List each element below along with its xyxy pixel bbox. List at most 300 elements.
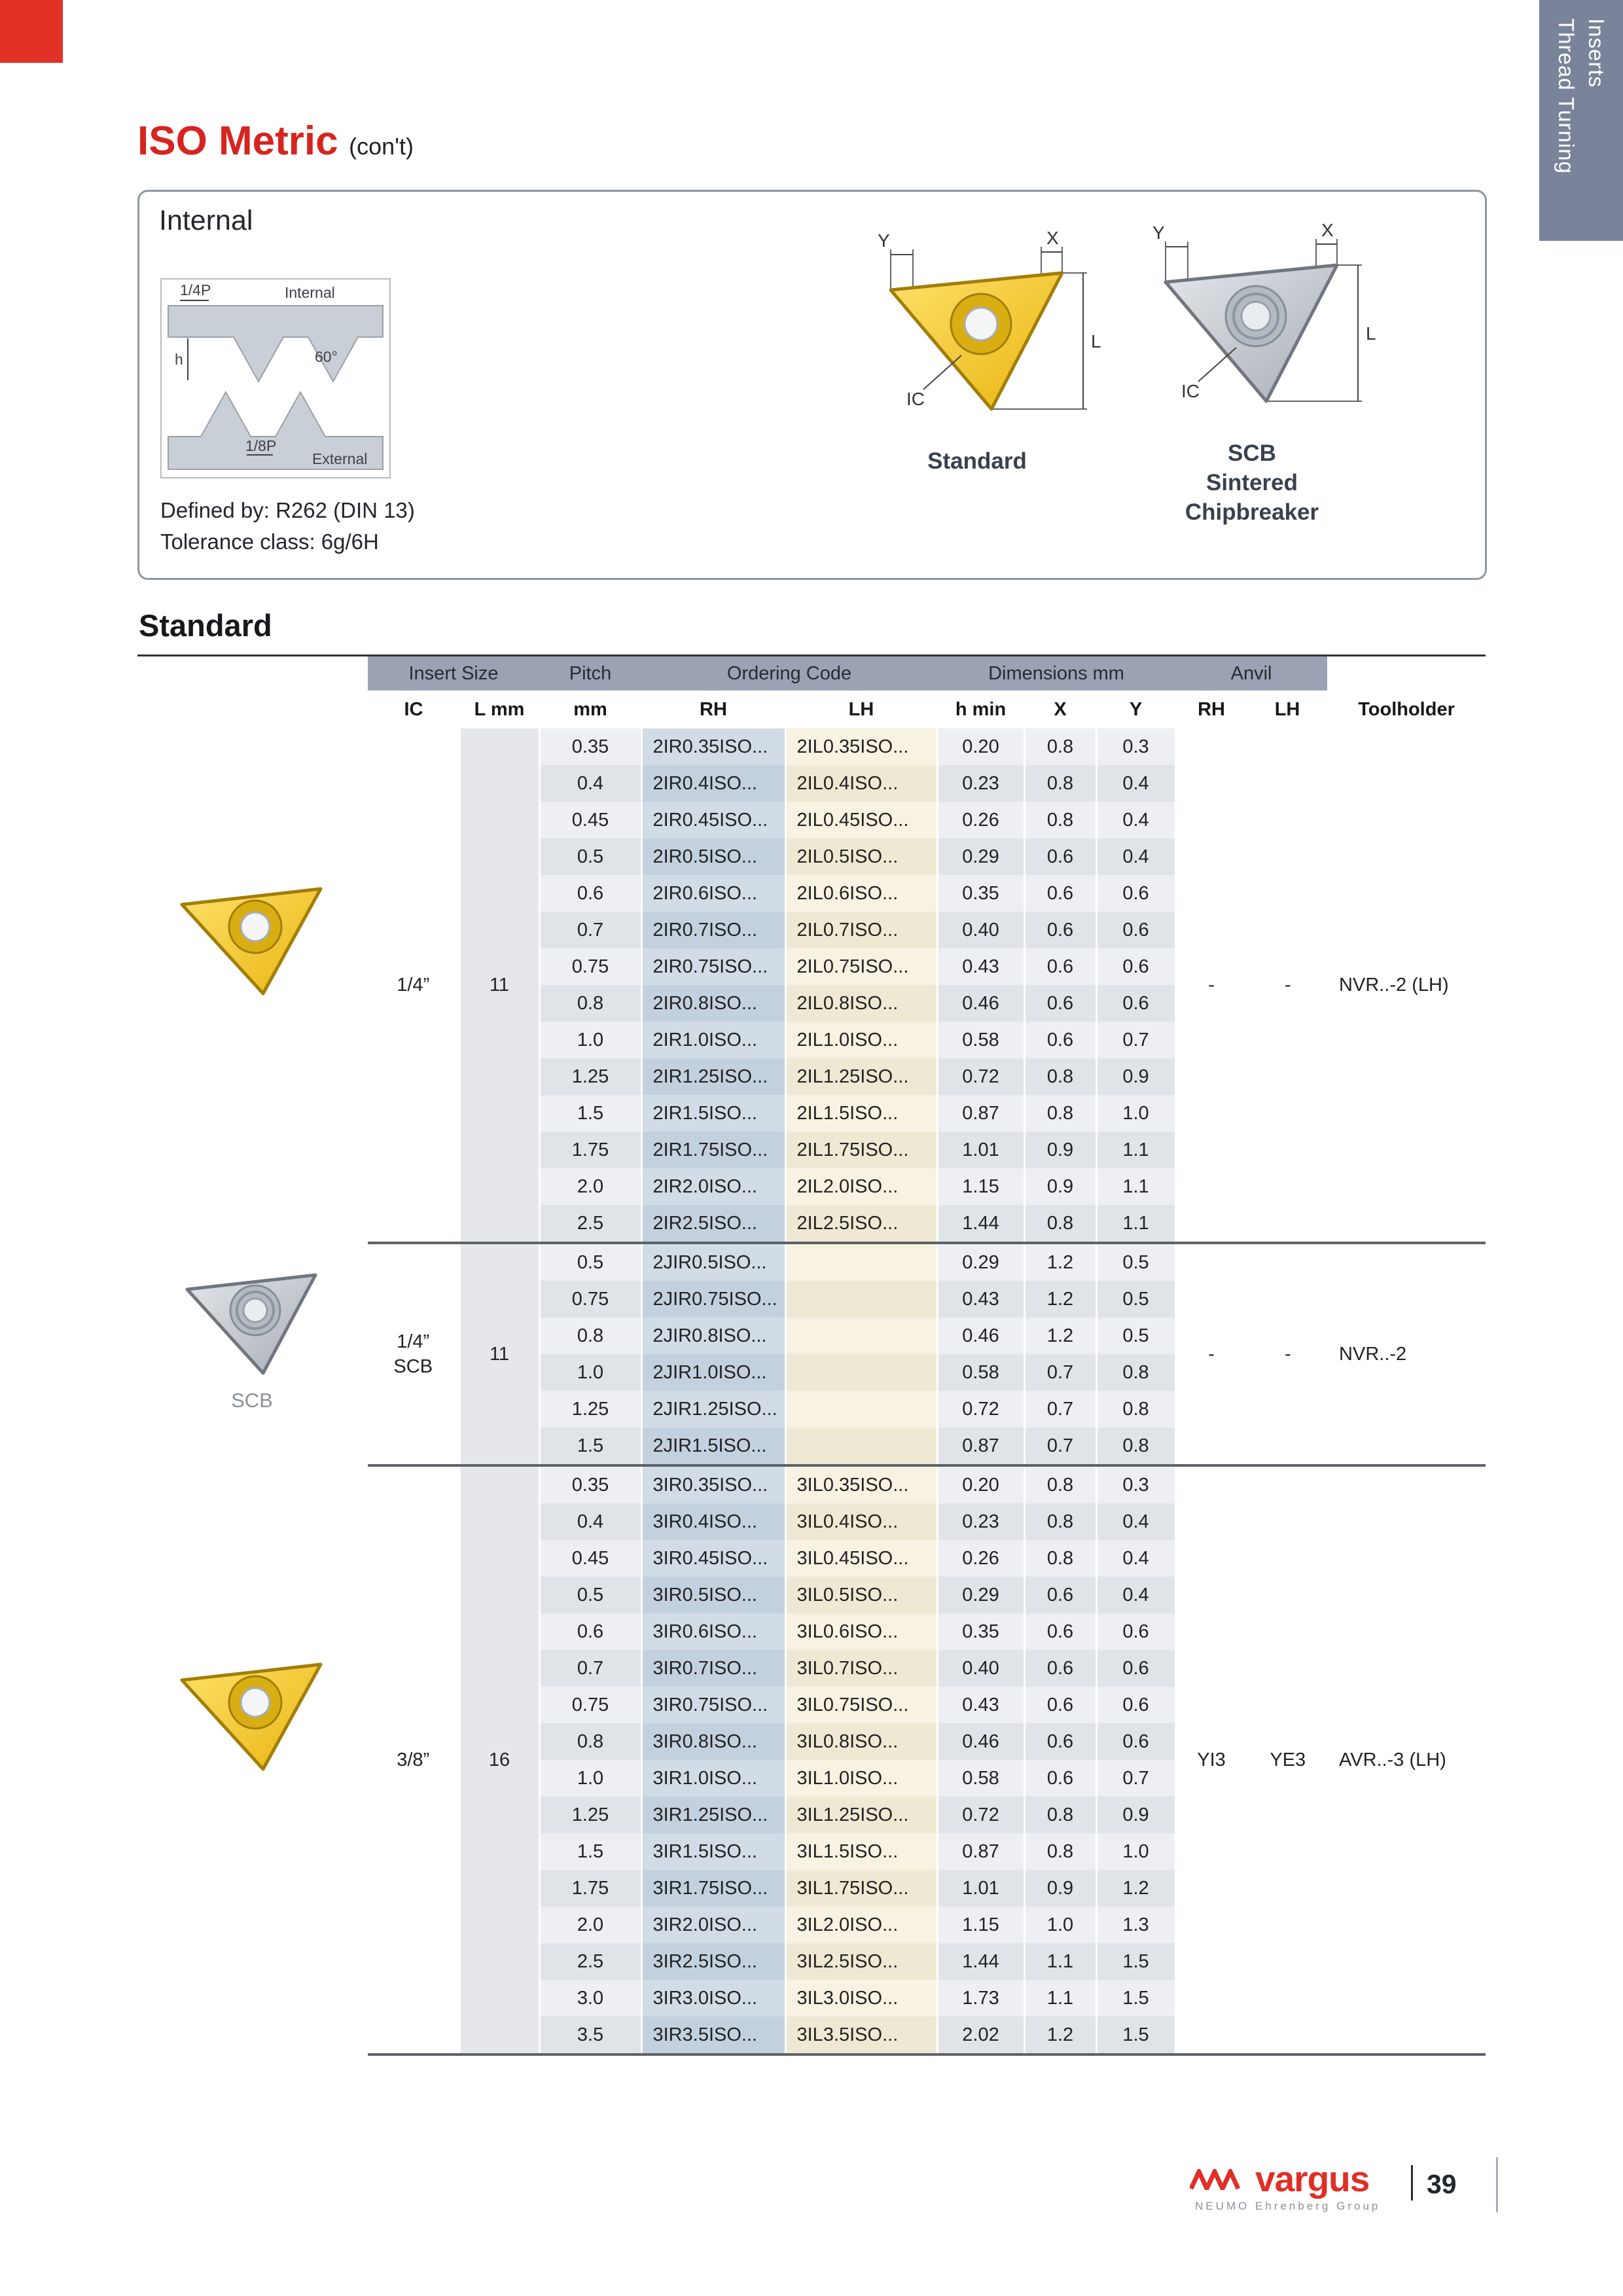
group-header bbox=[1327, 656, 1486, 691]
h-min-cell: 0.87 bbox=[937, 1427, 1024, 1464]
col-header: Y bbox=[1096, 691, 1175, 728]
ic-cell bbox=[368, 728, 459, 1242]
y-dim-cell: 1.2 bbox=[1096, 1870, 1175, 1907]
x-dim-cell: 0.6 bbox=[1024, 948, 1096, 985]
pitch-cell: 2.5 bbox=[539, 1205, 641, 1242]
pitch-cell: 1.75 bbox=[539, 1132, 641, 1168]
section-tab-line1: Thread Turning bbox=[1554, 18, 1578, 174]
pitch-cell: 3.5 bbox=[539, 2017, 641, 2053]
ordering-code-rh-cell: 3IR0.45ISO... bbox=[641, 1540, 785, 1577]
x-dim-cell: 0.7 bbox=[1024, 1427, 1096, 1464]
ordering-code-rh-cell: 2JIR1.5ISO... bbox=[641, 1427, 785, 1464]
insert-hole bbox=[965, 308, 997, 340]
anvil-lh-cell: - bbox=[1247, 1244, 1327, 1464]
y-dim-cell: 1.1 bbox=[1096, 1205, 1175, 1242]
ordering-code-lh-cell bbox=[785, 1427, 937, 1464]
group-header: Dimensions mm bbox=[937, 656, 1175, 691]
dim-label-x: X bbox=[1046, 228, 1059, 248]
col-header: h min bbox=[937, 691, 1024, 728]
ordering-code-lh-cell: 2IL2.0ISO... bbox=[785, 1168, 937, 1205]
group-header: Insert Size bbox=[368, 656, 539, 691]
x-dim-cell: 0.8 bbox=[1024, 1797, 1096, 1833]
ic-cell bbox=[368, 1244, 459, 1464]
ordering-code-lh-cell: 3IL1.5ISO... bbox=[785, 1833, 937, 1870]
table-bottom-rule bbox=[368, 2053, 1486, 2056]
ordering-code-rh-cell: 3IR0.35ISO... bbox=[641, 1467, 785, 1503]
ordering-code-rh-cell: 2IR0.4ISO... bbox=[641, 765, 785, 802]
brand-row bbox=[1190, 2161, 1406, 2197]
h-min-cell: 0.43 bbox=[937, 948, 1024, 985]
anvil-rh-cell: - bbox=[1175, 1244, 1247, 1464]
col-header: IC bbox=[368, 691, 459, 728]
tolerance-text: Tolerance class: 6g/6H bbox=[160, 529, 379, 554]
y-dim-cell: 0.5 bbox=[1096, 1244, 1175, 1281]
h-min-cell: 1.44 bbox=[937, 1205, 1024, 1242]
h-min-cell: 0.23 bbox=[937, 1503, 1024, 1540]
x-dim-cell: 0.9 bbox=[1024, 1132, 1096, 1168]
ordering-code-rh-cell: 2IR0.75ISO... bbox=[641, 948, 785, 985]
anvil-rh-cell: YI3 bbox=[1175, 1467, 1247, 2053]
ordering-code-rh-cell: 2IR0.8ISO... bbox=[641, 985, 785, 1022]
ordering-code-rh-cell: 3IR0.75ISO... bbox=[641, 1687, 785, 1723]
h-min-cell: 0.43 bbox=[937, 1687, 1024, 1723]
ordering-code-lh-cell: 2IL0.8ISO... bbox=[785, 985, 937, 1022]
ordering-code-lh-cell bbox=[785, 1318, 937, 1354]
dim-label-l: L bbox=[1091, 331, 1101, 351]
y-dim-cell: 0.4 bbox=[1096, 765, 1175, 802]
ordering-code-lh-cell: 2IL1.25ISO... bbox=[785, 1058, 937, 1095]
table-row bbox=[368, 728, 1486, 765]
x-dim-cell: 1.1 bbox=[1024, 1943, 1096, 1980]
pitch-cell: 1.0 bbox=[539, 1354, 641, 1391]
x-dim-cell: 1.2 bbox=[1024, 1244, 1096, 1281]
ic-value: 1/4” bbox=[397, 1331, 430, 1352]
h-min-cell: 0.72 bbox=[937, 1797, 1024, 1833]
page-title-main: ISO Metric bbox=[137, 118, 338, 164]
ordering-code-lh-cell: 3IL0.75ISO... bbox=[785, 1687, 937, 1723]
x-dim-cell: 0.8 bbox=[1024, 1540, 1096, 1577]
ic-value: 1/4” bbox=[397, 975, 430, 996]
pitch-cell: 0.7 bbox=[539, 912, 641, 948]
ordering-code-rh-cell: 3IR2.5ISO... bbox=[641, 1943, 785, 1980]
brand-subtitle: NEUMO Ehrenberg Group bbox=[1195, 2200, 1381, 2212]
h-min-cell: 0.26 bbox=[937, 802, 1024, 838]
ordering-code-lh-cell: 2IL0.7ISO... bbox=[785, 912, 937, 948]
internal-heading: Internal bbox=[159, 205, 253, 236]
h-min-cell: 2.02 bbox=[937, 2017, 1024, 2053]
insert-hole bbox=[1241, 302, 1270, 331]
insert-hole bbox=[241, 1688, 270, 1717]
standard-insert-drawing bbox=[846, 227, 1108, 443]
scb-insert-figure bbox=[1121, 219, 1383, 527]
y-dim-cell: 0.6 bbox=[1096, 875, 1175, 912]
ordering-code-rh-cell: 3IR0.5ISO... bbox=[641, 1577, 785, 1613]
dim-label-y: Y bbox=[878, 230, 890, 251]
pitch-cell: 0.8 bbox=[539, 985, 641, 1022]
brand-corner-mark bbox=[0, 0, 63, 63]
scb-insert-drawing bbox=[1121, 219, 1383, 435]
ordering-code-rh-cell: 3IR1.75ISO... bbox=[641, 1870, 785, 1907]
y-dim-cell: 0.7 bbox=[1096, 1022, 1175, 1058]
ordering-code-lh-cell: 2IL2.5ISO... bbox=[785, 1205, 937, 1242]
y-dim-cell: 0.6 bbox=[1096, 1687, 1175, 1723]
h-min-cell: 0.26 bbox=[937, 1540, 1024, 1577]
pitch-cell: 0.5 bbox=[539, 1577, 641, 1613]
group-header: Pitch bbox=[539, 656, 641, 691]
ordering-code-rh-cell: 2JIR1.0ISO... bbox=[641, 1354, 785, 1391]
y-dim-cell: 0.6 bbox=[1096, 948, 1175, 985]
brand-name: vargus bbox=[1255, 2159, 1370, 2199]
y-dim-cell: 0.8 bbox=[1096, 1391, 1175, 1427]
x-dim-cell: 0.6 bbox=[1024, 1760, 1096, 1797]
y-dim-cell: 1.5 bbox=[1096, 1980, 1175, 2017]
vargus-zigzag-icon bbox=[1190, 2169, 1253, 2190]
y-dim-cell: 0.7 bbox=[1096, 1760, 1175, 1797]
y-dim-cell: 0.9 bbox=[1096, 1797, 1175, 1833]
col-header-row bbox=[368, 691, 1486, 728]
ordering-code-lh-cell: 3IL0.7ISO... bbox=[785, 1650, 937, 1687]
h-min-cell: 1.44 bbox=[937, 1943, 1024, 1980]
pitch-cell: 1.25 bbox=[539, 1797, 641, 1833]
ordering-code-rh-cell: 3IR3.5ISO... bbox=[641, 2017, 785, 2053]
h-min-cell: 0.40 bbox=[937, 1650, 1024, 1687]
h-min-cell: 0.29 bbox=[937, 838, 1024, 875]
x-dim-cell: 0.8 bbox=[1024, 1205, 1096, 1242]
anvil-lh-cell: YE3 bbox=[1247, 1467, 1327, 2053]
anvil-rh-cell: - bbox=[1175, 728, 1247, 1242]
pitch-cell: 0.75 bbox=[539, 948, 641, 985]
x-dim-cell: 0.7 bbox=[1024, 1391, 1096, 1427]
y-dim-cell: 0.5 bbox=[1096, 1281, 1175, 1318]
ordering-code-lh-cell: 3IL0.5ISO... bbox=[785, 1577, 937, 1613]
dim-label-ic: IC bbox=[906, 389, 925, 409]
ordering-code-rh-cell: 3IR0.7ISO... bbox=[641, 1650, 785, 1687]
ordering-code-rh-cell: 2IR1.5ISO... bbox=[641, 1095, 785, 1132]
h-min-cell: 0.40 bbox=[937, 912, 1024, 948]
quarter-p-label: 1/4P bbox=[180, 281, 211, 298]
ordering-code-rh-cell: 2IR0.7ISO... bbox=[641, 912, 785, 948]
col-header: X bbox=[1024, 691, 1096, 728]
dim-label-y: Y bbox=[1152, 223, 1165, 243]
standard-section-heading: Standard bbox=[139, 608, 272, 643]
h-label: h bbox=[175, 351, 183, 368]
x-dim-cell: 1.2 bbox=[1024, 1281, 1096, 1318]
x-dim-cell: 0.6 bbox=[1024, 1723, 1096, 1760]
ordering-code-lh-cell: 3IL0.45ISO... bbox=[785, 1540, 937, 1577]
ordering-code-lh-cell: 2IL1.5ISO... bbox=[785, 1095, 937, 1132]
h-min-cell: 0.29 bbox=[937, 1244, 1024, 1281]
toolholder-cell: AVR..-3 (LH) bbox=[1327, 1467, 1486, 2053]
ordering-code-lh-cell: 2IL0.35ISO... bbox=[785, 728, 937, 765]
group-header: Anvil bbox=[1175, 656, 1327, 691]
x-dim-cell: 0.6 bbox=[1024, 1650, 1096, 1687]
pitch-cell: 1.25 bbox=[539, 1058, 641, 1095]
x-dim-cell: 1.1 bbox=[1024, 1980, 1096, 2017]
x-dim-cell: 0.6 bbox=[1024, 912, 1096, 948]
col-header: L mm bbox=[459, 691, 539, 728]
ordering-code-lh-cell: 3IL1.0ISO... bbox=[785, 1760, 937, 1797]
x-dim-cell: 0.7 bbox=[1024, 1354, 1096, 1391]
pitch-cell: 2.5 bbox=[539, 1943, 641, 1980]
dim-label-x: X bbox=[1321, 220, 1334, 240]
table-row bbox=[368, 1467, 1486, 1503]
h-min-cell: 0.35 bbox=[937, 875, 1024, 912]
ordering-code-lh-cell: 2IL0.5ISO... bbox=[785, 838, 937, 875]
ordering-code-rh-cell: 2JIR0.5ISO... bbox=[641, 1244, 785, 1281]
l-mm-cell: 16 bbox=[459, 1467, 539, 2053]
pitch-cell: 2.0 bbox=[539, 1168, 641, 1205]
pitch-cell: 1.0 bbox=[539, 1760, 641, 1797]
x-dim-cell: 0.8 bbox=[1024, 1058, 1096, 1095]
pitch-cell: 2.0 bbox=[539, 1907, 641, 1943]
section3-insert-image bbox=[164, 1640, 340, 1777]
group-header-row bbox=[368, 656, 1486, 691]
ordering-code-rh-cell: 2IR2.0ISO... bbox=[641, 1168, 785, 1205]
brand-logo bbox=[1190, 2161, 1406, 2213]
pitch-cell: 0.45 bbox=[539, 802, 641, 838]
ic-cell bbox=[368, 1467, 459, 2053]
pitch-cell: 0.45 bbox=[539, 1540, 641, 1577]
h-min-cell: 0.58 bbox=[937, 1022, 1024, 1058]
table-head bbox=[368, 656, 1486, 728]
pitch-cell: 0.8 bbox=[539, 1723, 641, 1760]
col-header: RH bbox=[1175, 691, 1247, 728]
y-dim-cell: 0.4 bbox=[1096, 1503, 1175, 1540]
ordering-code-rh-cell: 3IR0.6ISO... bbox=[641, 1613, 785, 1650]
col-header: LH bbox=[1247, 691, 1327, 728]
y-dim-cell: 0.8 bbox=[1096, 1354, 1175, 1391]
y-dim-cell: 0.6 bbox=[1096, 912, 1175, 948]
h-min-cell: 0.20 bbox=[937, 1467, 1024, 1503]
internal-label: Internal bbox=[285, 284, 335, 301]
ordering-code-rh-cell: 2IR0.35ISO... bbox=[641, 728, 785, 765]
toolholder-cell: NVR..-2 bbox=[1327, 1244, 1486, 1464]
ic-dim-line bbox=[1198, 348, 1236, 382]
pitch-cell: 0.8 bbox=[539, 1318, 641, 1354]
y-dim-cell: 1.1 bbox=[1096, 1168, 1175, 1205]
ordering-code-lh-cell: 2IL0.4ISO... bbox=[785, 765, 937, 802]
page-title-suffix: (con't) bbox=[349, 133, 414, 160]
ordering-code-rh-cell: 3IR1.5ISO... bbox=[641, 1833, 785, 1870]
ordering-code-lh-cell: 3IL0.4ISO... bbox=[785, 1503, 937, 1540]
internal-panel bbox=[137, 190, 1487, 580]
ordering-code-lh-cell: 3IL0.6ISO... bbox=[785, 1613, 937, 1650]
pitch-cell: 0.75 bbox=[539, 1281, 641, 1318]
angle-label: 60° bbox=[315, 348, 338, 365]
ordering-code-rh-cell: 3IR2.0ISO... bbox=[641, 1907, 785, 1943]
pitch-cell: 1.5 bbox=[539, 1095, 641, 1132]
section-tab-line2: Inserts bbox=[1584, 18, 1609, 88]
h-min-cell: 1.73 bbox=[937, 1980, 1024, 2017]
footer-divider bbox=[1411, 2165, 1413, 2200]
ordering-code-lh-cell bbox=[785, 1391, 937, 1427]
h-min-cell: 0.58 bbox=[937, 1354, 1024, 1391]
x-dim-cell: 0.8 bbox=[1024, 1503, 1096, 1540]
insert-hole bbox=[243, 1299, 267, 1322]
y-dim-cell: 1.5 bbox=[1096, 2017, 1175, 2053]
x-dim-cell: 0.9 bbox=[1024, 1870, 1096, 1907]
l-mm-cell: 11 bbox=[459, 1244, 539, 1464]
y-dim-cell: 1.5 bbox=[1096, 1943, 1175, 1980]
anvil-lh-cell: - bbox=[1247, 728, 1327, 1242]
x-dim-cell: 0.8 bbox=[1024, 1095, 1096, 1132]
ic-dim-line bbox=[923, 355, 961, 389]
ordering-code-rh-cell: 2IR1.75ISO... bbox=[641, 1132, 785, 1168]
table-foot bbox=[368, 2053, 1486, 2056]
standard-table-wrap bbox=[368, 656, 1486, 2056]
pitch-cell: 0.35 bbox=[539, 728, 641, 765]
ordering-code-rh-cell: 2IR0.45ISO... bbox=[641, 802, 785, 838]
ordering-code-lh-cell: 3IL1.75ISO... bbox=[785, 1870, 937, 1907]
ordering-code-rh-cell: 2JIR0.8ISO... bbox=[641, 1318, 785, 1354]
table-row bbox=[368, 1244, 1486, 1281]
pitch-cell: 1.5 bbox=[539, 1427, 641, 1464]
pitch-cell: 0.35 bbox=[539, 1467, 641, 1503]
ordering-code-lh-cell: 2IL0.75ISO... bbox=[785, 948, 937, 985]
y-dim-cell: 0.6 bbox=[1096, 985, 1175, 1022]
ordering-code-lh-cell: 3IL3.0ISO... bbox=[785, 1980, 937, 2017]
ordering-code-rh-cell: 2IR1.25ISO... bbox=[641, 1058, 785, 1095]
thread-profile-diagram bbox=[160, 278, 391, 478]
zigzag-path bbox=[1191, 2172, 1238, 2189]
external-label: External bbox=[312, 450, 368, 467]
col-header: Toolholder bbox=[1327, 691, 1486, 728]
y-dim-cell: 0.3 bbox=[1096, 1467, 1175, 1503]
x-dim-cell: 0.6 bbox=[1024, 875, 1096, 912]
page-number: 39 bbox=[1427, 2169, 1457, 2199]
y-dim-cell: 1.0 bbox=[1096, 1095, 1175, 1132]
h-min-cell: 0.87 bbox=[937, 1833, 1024, 1870]
h-min-cell: 0.46 bbox=[937, 1318, 1024, 1354]
table-body bbox=[368, 728, 1486, 2053]
y-dim-cell: 0.6 bbox=[1096, 1723, 1175, 1760]
h-min-cell: 0.43 bbox=[937, 1281, 1024, 1318]
y-dim-cell: 0.4 bbox=[1096, 838, 1175, 875]
ordering-code-rh-cell: 2IR0.5ISO... bbox=[641, 838, 785, 875]
x-dim-cell: 0.6 bbox=[1024, 1022, 1096, 1058]
x-dim-cell: 0.8 bbox=[1024, 728, 1096, 765]
pitch-cell: 3.0 bbox=[539, 1980, 641, 2017]
ic-subvalue: SCB bbox=[393, 1356, 433, 1377]
footer-edge-line bbox=[1496, 2157, 1498, 2212]
pitch-cell: 1.75 bbox=[539, 1870, 641, 1907]
pitch-cell: 1.25 bbox=[539, 1391, 641, 1427]
pitch-cell: 0.7 bbox=[539, 1650, 641, 1687]
x-dim-cell: 0.9 bbox=[1024, 1168, 1096, 1205]
ordering-code-lh-cell: 3IL2.0ISO... bbox=[785, 1907, 937, 1943]
h-min-cell: 0.87 bbox=[937, 1095, 1024, 1132]
y-dim-cell: 0.5 bbox=[1096, 1318, 1175, 1354]
section-tab bbox=[1539, 0, 1623, 241]
y-dim-cell: 0.3 bbox=[1096, 728, 1175, 765]
h-min-cell: 0.46 bbox=[937, 985, 1024, 1022]
scb-caption-line2: Sintered bbox=[1205, 470, 1298, 495]
dim-label-ic: IC bbox=[1181, 381, 1200, 401]
ordering-code-rh-cell: 2IR0.6ISO... bbox=[641, 875, 785, 912]
ordering-code-lh-cell: 2IL0.45ISO... bbox=[785, 802, 937, 838]
ordering-code-lh-cell: 3IL0.8ISO... bbox=[785, 1723, 937, 1760]
standard-table bbox=[368, 656, 1486, 2056]
h-min-cell: 0.20 bbox=[937, 728, 1024, 765]
section2-insert-image bbox=[170, 1251, 334, 1382]
x-dim-cell: 0.6 bbox=[1024, 1577, 1096, 1613]
page-title bbox=[137, 118, 414, 164]
y-dim-cell: 1.1 bbox=[1096, 1132, 1175, 1168]
h-min-cell: 0.35 bbox=[937, 1613, 1024, 1650]
y-dim-cell: 0.6 bbox=[1096, 1650, 1175, 1687]
ordering-code-lh-cell: 2IL0.6ISO... bbox=[785, 875, 937, 912]
h-min-cell: 0.29 bbox=[937, 1577, 1024, 1613]
h-min-cell: 0.72 bbox=[937, 1391, 1024, 1427]
ordering-code-lh-cell: 3IL1.25ISO... bbox=[785, 1797, 937, 1833]
pitch-cell: 0.5 bbox=[539, 838, 641, 875]
y-dim-cell: 0.4 bbox=[1096, 802, 1175, 838]
ordering-code-lh-cell bbox=[785, 1244, 937, 1281]
y-dim-cell: 0.6 bbox=[1096, 1613, 1175, 1650]
x-dim-cell: 1.2 bbox=[1024, 1318, 1096, 1354]
eighth-p-label: 1/8P bbox=[245, 437, 277, 454]
standard-caption: Standard bbox=[927, 448, 1027, 474]
h-min-cell: 0.58 bbox=[937, 1760, 1024, 1797]
x-dim-cell: 0.8 bbox=[1024, 765, 1096, 802]
l-mm-cell: 11 bbox=[459, 728, 539, 1242]
ordering-code-rh-cell: 3IR0.8ISO... bbox=[641, 1723, 785, 1760]
dim-label-l: L bbox=[1366, 323, 1376, 344]
ic-value: 3/8” bbox=[397, 1749, 430, 1770]
ordering-code-lh-cell bbox=[785, 1354, 937, 1391]
col-header: RH bbox=[641, 691, 785, 728]
x-dim-cell: 0.6 bbox=[1024, 1613, 1096, 1650]
toolholder-cell: NVR..-2 (LH) bbox=[1327, 728, 1486, 1242]
h-min-cell: 0.23 bbox=[937, 765, 1024, 802]
h-min-cell: 0.72 bbox=[937, 1058, 1024, 1095]
x-dim-cell: 0.6 bbox=[1024, 1687, 1096, 1723]
ordering-code-rh-cell: 3IR0.4ISO... bbox=[641, 1503, 785, 1540]
pitch-cell: 0.6 bbox=[539, 875, 641, 912]
y-dim-cell: 0.9 bbox=[1096, 1058, 1175, 1095]
ordering-code-rh-cell: 2JIR1.25ISO... bbox=[641, 1391, 785, 1427]
rule-cell bbox=[368, 2053, 1486, 2056]
x-dim-cell: 0.8 bbox=[1024, 1467, 1096, 1503]
h-min-cell: 1.15 bbox=[937, 1907, 1024, 1943]
pitch-cell: 0.6 bbox=[539, 1613, 641, 1650]
defined-by-text: Defined by: R262 (DIN 13) bbox=[160, 498, 415, 522]
ordering-code-lh-cell: 2IL1.0ISO... bbox=[785, 1022, 937, 1058]
ordering-code-rh-cell: 2JIR0.75ISO... bbox=[641, 1281, 785, 1318]
ordering-code-lh-cell: 3IL0.35ISO... bbox=[785, 1467, 937, 1503]
pitch-cell: 1.5 bbox=[539, 1833, 641, 1870]
x-dim-cell: 0.6 bbox=[1024, 985, 1096, 1022]
ordering-code-lh-cell: 2IL1.75ISO... bbox=[785, 1132, 937, 1168]
col-header: LH bbox=[785, 691, 937, 728]
ordering-code-rh-cell: 2IR2.5ISO... bbox=[641, 1205, 785, 1242]
ordering-code-lh-cell: 3IL2.5ISO... bbox=[785, 1943, 937, 1980]
ordering-code-lh-cell bbox=[785, 1281, 937, 1318]
ordering-code-rh-cell: 3IR1.25ISO... bbox=[641, 1797, 785, 1833]
ordering-code-rh-cell: 3IR3.0ISO... bbox=[641, 1980, 785, 2017]
y-dim-cell: 0.4 bbox=[1096, 1577, 1175, 1613]
pitch-cell: 1.0 bbox=[539, 1022, 641, 1058]
h-min-cell: 0.46 bbox=[937, 1723, 1024, 1760]
scb-image-caption: SCB bbox=[231, 1389, 273, 1412]
pitch-cell: 0.5 bbox=[539, 1244, 641, 1281]
scb-caption-line1: SCB bbox=[1228, 440, 1276, 466]
pitch-cell: 0.75 bbox=[539, 1687, 641, 1723]
ordering-code-rh-cell: 2IR1.0ISO... bbox=[641, 1022, 785, 1058]
x-dim-cell: 1.2 bbox=[1024, 2017, 1096, 2053]
x-dim-cell: 1.0 bbox=[1024, 1907, 1096, 1943]
y-dim-cell: 0.4 bbox=[1096, 1540, 1175, 1577]
